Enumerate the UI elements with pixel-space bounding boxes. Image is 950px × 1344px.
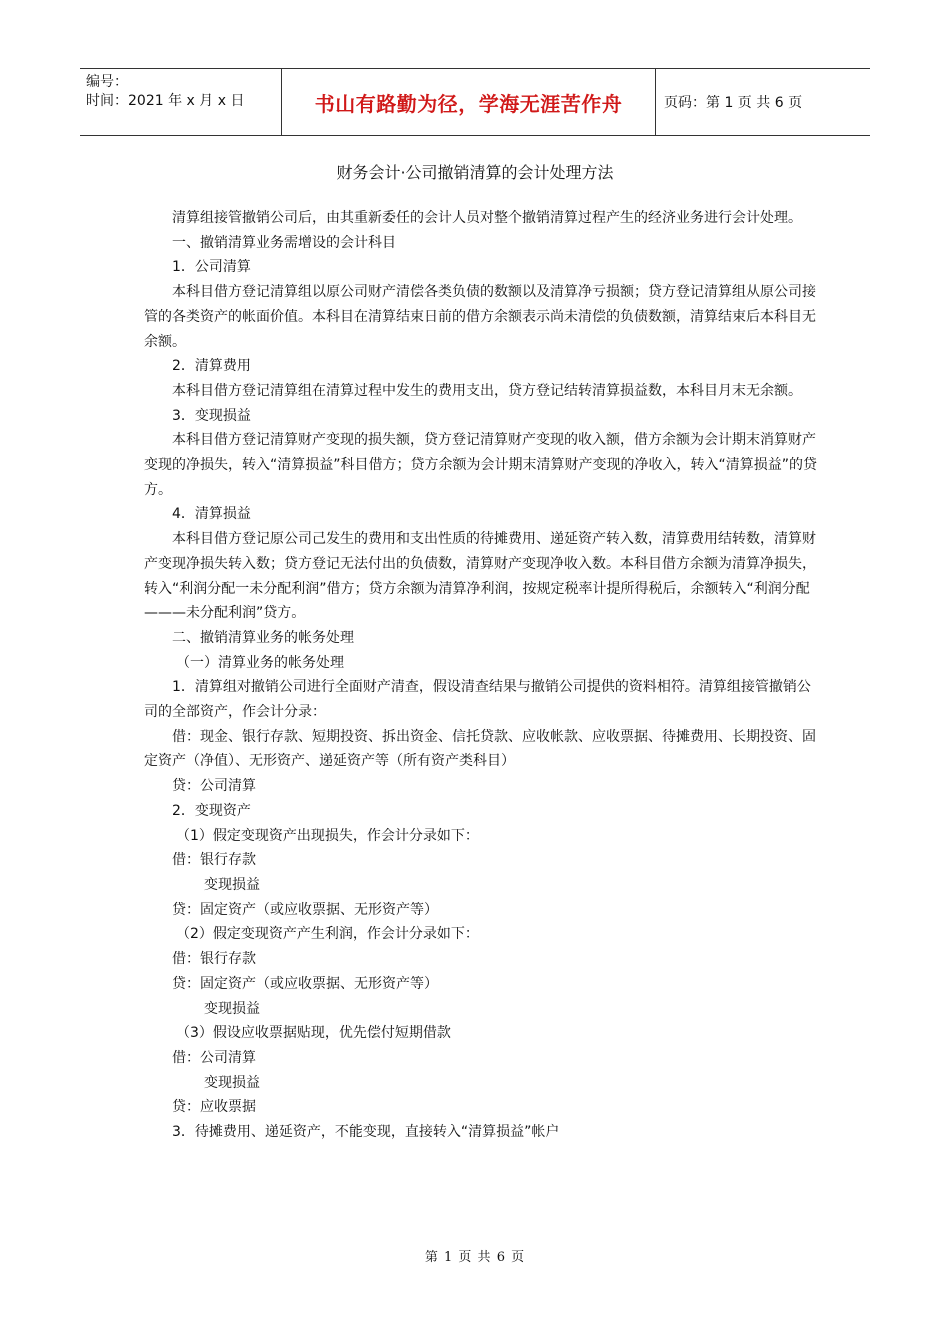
paragraph: 清算组接管撤销公司后，由其重新委任的会计人员对整个撤销清算过程产生的经济业务进行会计处理。 (172, 210, 802, 226)
section-heading: 一、撤销清算业务需增设的会计科目 (172, 234, 396, 251)
journal-entry: 借：银行存款 (172, 852, 256, 869)
paragraph: 本科目借方登记清算组以原公司财产清偿各类负债的数额以及清算净亏损额；贷方登记清算组从原公司接管的各类资产的帐面价值。本科目在清算结束日前的借方余额表示尚未清偿的负债数额，清算结束后本科目无余额。 (144, 284, 816, 350)
document-body (144, 206, 824, 1145)
paragraph: 3．待摊费用、递延资产，不能变现，直接转入“清算损益”帐户 (172, 1124, 560, 1141)
paragraph: 本科目借方登记清算财产变现的损失额，贷方登记清算财产变现的收入额，借方余额为会计期末消算财产变现的净损失，转入“清算损益”科目借方；贷方余额为会计期末清算财产变现的净收入，转入“清算损益”的贷方。 (144, 432, 818, 498)
journal-entry: 贷：应收票据 (172, 1099, 256, 1116)
subsection-heading: 2．清算费用 (172, 358, 251, 375)
page-footer: 第 1 页 共 6 页 (424, 1250, 526, 1265)
subsection-heading: 1．公司清算 (172, 259, 251, 276)
journal-entry: 贷：公司清算 (172, 778, 256, 795)
journal-entry: 变现损益 (204, 1074, 260, 1091)
journal-entry: 借：公司清算 (172, 1049, 256, 1066)
time-label: 时间：2021 年 x 月 x 日 (86, 93, 245, 109)
header-page-info: 页码：第 1 页 共 6 页 (664, 95, 803, 111)
document-header (80, 68, 870, 136)
document-title: 财务会计·公司撤销清算的会计处理方法 (336, 163, 614, 182)
paragraph: 1．清算组对撤销公司进行全面财产清查，假设清查结果与撤销公司提供的资料相符。清算组接管撤销公司的全部资产，作会计分录： (144, 679, 811, 721)
subsection-heading: 4．清算损益 (172, 506, 251, 523)
section-heading: 二、撤销清算业务的帐务处理 (172, 629, 354, 646)
paragraph: （1）假定变现资产出现损失，作会计分录如下： (176, 827, 479, 844)
subsection-heading: 2．变现资产 (172, 802, 251, 819)
journal-entry: 借：现金、银行存款、短期投资、拆出资金、信托贷款、应收帐款、应收票据、待摊费用、长期投资、固定资产（净值）、无形资产、递延资产等（所有资产类科目） (144, 728, 816, 770)
journal-entry: 变现损益 (204, 1000, 260, 1017)
paragraph: （3）假设应收票据贴现，优先偿付短期借款 (176, 1025, 451, 1042)
paragraph: 本科目借方登记原公司己发生的费用和支出性质的待摊费用、递延资产转入数，清算费用结转数，清算财产变现净损失转入数；贷方登记无法付出的负债数，清算财产变现净收入数。本科目借方余额为清算净损失，转入“利润分配一未分配利润”借方；贷方余额为清算净利润，按规定税率计提所得税后，余额转入“利润分配———未分配利润”贷方。 (144, 531, 816, 622)
journal-entry: 贷：固定资产（或应收票据、无形资产等） (172, 901, 438, 918)
number-label: 编号： (86, 74, 128, 90)
header-meta (80, 69, 282, 135)
journal-entry: 贷：固定资产（或应收票据、无形资产等） (172, 975, 438, 992)
subsection-heading: （一）清算业务的帐务处理 (176, 654, 344, 671)
paragraph: （2）假定变现资产产生利润，作会计分录如下： (176, 926, 479, 943)
subsection-heading: 3．变现损益 (172, 407, 251, 424)
journal-entry: 变现损益 (204, 876, 260, 893)
header-motto: 书山有路勤为径，学海无涯苦作舟 (282, 69, 656, 135)
paragraph: 本科目借方登记清算组在清算过程中发生的费用支出，贷方登记结转清算损益数，本科目月末无余额。 (172, 382, 802, 399)
journal-entry: 借：银行存款 (172, 951, 256, 968)
